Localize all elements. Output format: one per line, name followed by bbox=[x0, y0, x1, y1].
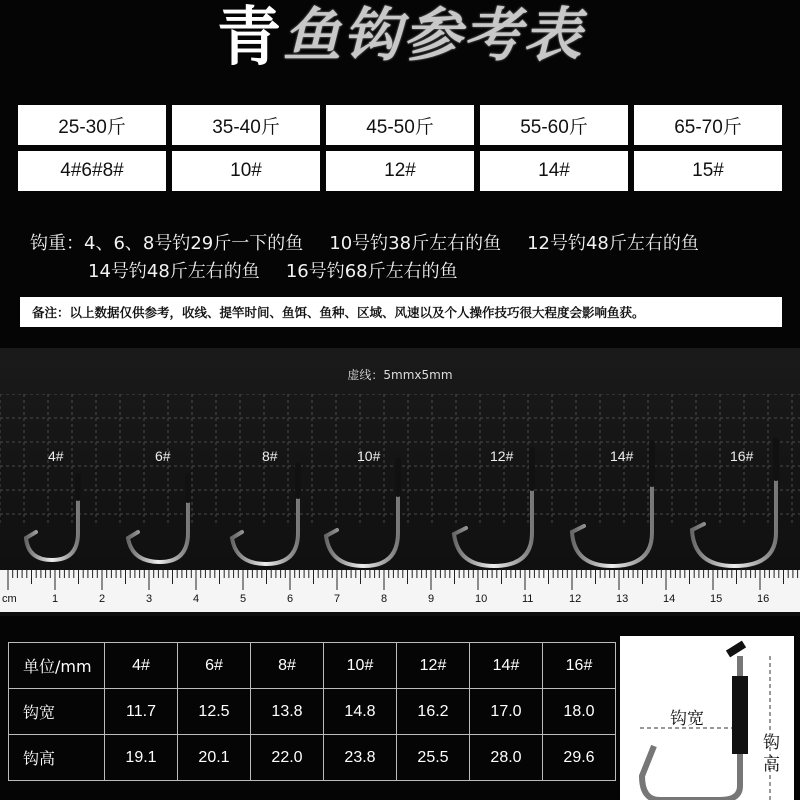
hook-6 bbox=[128, 478, 188, 562]
diagram-hook-shape bbox=[620, 636, 794, 800]
hook-size-label: 14# bbox=[610, 448, 634, 464]
table-cell: 14.8 bbox=[324, 689, 397, 735]
table-cell: 钩宽 bbox=[9, 689, 105, 735]
hook-4 bbox=[26, 478, 78, 560]
hook-photo bbox=[0, 348, 800, 616]
size-cell: 10# bbox=[172, 151, 320, 191]
note-item: 10号钓38斤左右的鱼 bbox=[329, 233, 502, 254]
ruler-number: 12 bbox=[569, 593, 582, 605]
table-cell: 12.5 bbox=[178, 689, 251, 735]
hook-size-label: 6# bbox=[155, 448, 171, 464]
weight-cell: 65-70斤 bbox=[634, 105, 782, 145]
size-row bbox=[18, 151, 782, 191]
hook-dimension-diagram bbox=[620, 636, 794, 800]
ruler-number: 1 bbox=[52, 593, 59, 605]
table-header: 4# bbox=[105, 643, 178, 689]
fish-hooks-illustration bbox=[0, 438, 800, 570]
title-first-char: 青 bbox=[216, 1, 283, 75]
ruler-number: 4 bbox=[193, 593, 200, 605]
hook-10 bbox=[326, 463, 398, 566]
grid-caption: 虚线：5mmx5mm bbox=[347, 368, 453, 382]
notes-line-1 bbox=[30, 230, 790, 258]
table-cell: 11.7 bbox=[105, 689, 178, 735]
table-cell: 29.6 bbox=[543, 735, 616, 781]
ruler-number: 3 bbox=[146, 593, 153, 605]
table-cell: 28.0 bbox=[470, 735, 543, 781]
ruler-number: 13 bbox=[616, 593, 629, 605]
hook-weight-notes bbox=[30, 230, 790, 286]
page-title bbox=[0, 0, 800, 80]
hook-size-label: 8# bbox=[262, 448, 278, 464]
table-header: 12# bbox=[397, 643, 470, 689]
hook-8 bbox=[232, 468, 298, 564]
ruler bbox=[0, 570, 800, 612]
remark-banner: 备注：以上数据仅供参考，收线、提竿时间、鱼饵、鱼种、区域、风速以及个人操作技巧很大程度会影响鱼获。 bbox=[20, 297, 782, 327]
hook-height-label-bottom: 高 bbox=[763, 755, 780, 775]
weight-cell: 45-50斤 bbox=[326, 105, 474, 145]
note-item: 14号钓48斤左右的鱼 bbox=[88, 261, 260, 282]
table-cell: 钩高 bbox=[9, 735, 105, 781]
hook-width-label: 钩宽 bbox=[670, 709, 704, 729]
size-cell: 12# bbox=[326, 151, 474, 191]
table-cell: 17.0 bbox=[470, 689, 543, 735]
size-cell: 4#6#8# bbox=[18, 151, 166, 191]
table-header: 6# bbox=[178, 643, 251, 689]
hook-size-label: 4# bbox=[48, 448, 64, 464]
ruler-number: 15 bbox=[710, 593, 723, 605]
table-cell: 16.2 bbox=[397, 689, 470, 735]
table-header: 单位/mm bbox=[9, 643, 105, 689]
note-item: 16号钓68斤左右的鱼 bbox=[285, 261, 458, 282]
size-cell: 14# bbox=[480, 151, 628, 191]
weight-size-grid bbox=[18, 105, 782, 197]
hook-16 bbox=[692, 438, 776, 566]
weight-cell: 35-40斤 bbox=[172, 105, 320, 145]
ruler-unit: cm bbox=[2, 593, 17, 605]
hook-height-label-top: 钩 bbox=[763, 733, 780, 753]
ruler-number: 8 bbox=[381, 593, 388, 605]
table-header: 14# bbox=[470, 643, 543, 689]
ruler-number: 6 bbox=[287, 593, 294, 605]
weight-cell: 25-30斤 bbox=[18, 105, 166, 145]
ruler-ticks bbox=[0, 570, 800, 612]
title-rest: 鱼钩参考表 bbox=[282, 1, 583, 69]
hook-14 bbox=[572, 446, 652, 566]
ruler-number: 16 bbox=[757, 593, 770, 605]
ruler-number: 2 bbox=[99, 593, 106, 605]
ruler-number: 7 bbox=[334, 593, 341, 605]
weight-row bbox=[18, 105, 782, 145]
weight-cell: 55-60斤 bbox=[480, 105, 628, 145]
ruler-number: 9 bbox=[428, 593, 435, 605]
table-header: 10# bbox=[324, 643, 397, 689]
hook-size-label: 10# bbox=[357, 448, 381, 464]
table-cell: 18.0 bbox=[543, 689, 616, 735]
table-header: 8# bbox=[251, 643, 324, 689]
ruler-number: 11 bbox=[522, 593, 534, 605]
table-cell: 19.1 bbox=[105, 735, 178, 781]
table-row bbox=[9, 735, 616, 781]
table-header-row bbox=[9, 643, 616, 689]
table-row bbox=[9, 689, 616, 735]
table-cell: 25.5 bbox=[397, 735, 470, 781]
hook-size-label: 12# bbox=[490, 448, 514, 464]
table-header: 16# bbox=[543, 643, 616, 689]
table-cell: 23.8 bbox=[324, 735, 397, 781]
ruler-number: 5 bbox=[240, 593, 247, 605]
hook-spec-table bbox=[8, 642, 616, 781]
table-cell: 20.1 bbox=[178, 735, 251, 781]
hook-12 bbox=[454, 453, 532, 566]
ruler-number: 14 bbox=[663, 593, 676, 605]
note-item: 钩重：4、6、8号钓29斤一下的鱼 bbox=[30, 233, 304, 254]
hook-size-label: 16# bbox=[730, 448, 754, 464]
note-item: 12号钓48斤左右的鱼 bbox=[527, 233, 699, 254]
ruler-number: 10 bbox=[475, 593, 488, 605]
table-cell: 13.8 bbox=[251, 689, 324, 735]
table-cell: 22.0 bbox=[251, 735, 324, 781]
notes-line-2 bbox=[30, 258, 790, 286]
size-cell: 15# bbox=[634, 151, 782, 191]
